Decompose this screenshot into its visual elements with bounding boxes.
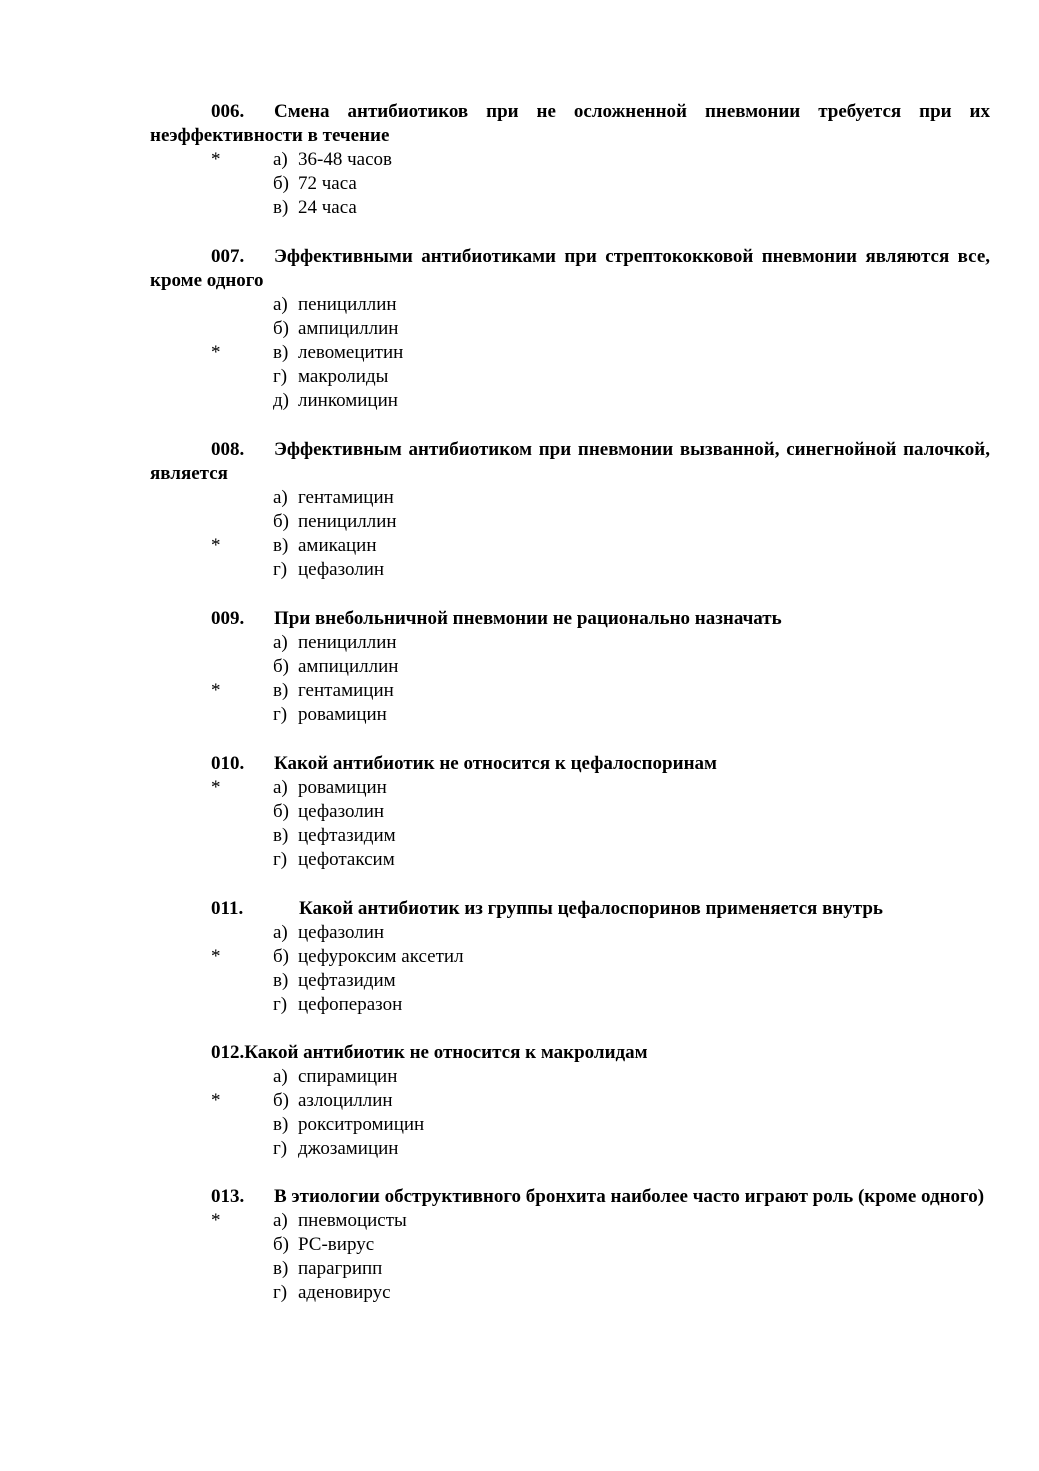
option-letter: г)	[273, 559, 288, 580]
answer-option	[150, 1137, 990, 1161]
question-006	[150, 100, 990, 220]
question-stem	[150, 100, 990, 148]
question-stem	[150, 897, 990, 921]
option-text: цефоперазон	[298, 994, 403, 1015]
correct-answer-mark: *	[211, 342, 221, 363]
question-009	[150, 607, 990, 727]
question-stem	[150, 438, 990, 486]
option-text: ровамицин	[298, 777, 387, 798]
answer-options	[150, 486, 990, 582]
question-text: Какой антибиотик не относится к макролидам	[244, 1042, 648, 1063]
option-text: линкомицин	[298, 390, 398, 411]
option-text: цефтазидим	[298, 970, 396, 991]
option-letter: г)	[273, 994, 288, 1015]
option-text: азлоциллин	[298, 1090, 393, 1111]
answer-option	[150, 389, 990, 413]
answer-option	[150, 945, 990, 969]
option-text: спирамицин	[298, 1066, 398, 1087]
answer-option	[150, 776, 990, 800]
answer-option	[150, 1233, 990, 1257]
answer-option	[150, 969, 990, 993]
answer-option	[150, 317, 990, 341]
answer-option	[150, 148, 990, 172]
question-stem	[150, 752, 990, 776]
answer-option	[150, 679, 990, 703]
answer-options	[150, 776, 990, 872]
option-letter: а)	[273, 487, 288, 508]
option-letter: г)	[273, 366, 288, 387]
option-text: парагрипп	[298, 1258, 383, 1279]
option-text: пневмоцисты	[298, 1210, 407, 1231]
answer-option	[150, 293, 990, 317]
question-number: 007.	[211, 246, 245, 267]
option-text: ампициллин	[298, 318, 399, 339]
question-008	[150, 438, 990, 582]
option-letter: в)	[273, 970, 289, 991]
option-text: 36-48 часов	[298, 149, 392, 170]
option-letter: д)	[273, 390, 289, 411]
correct-answer-mark: *	[211, 777, 221, 798]
option-letter: б)	[273, 656, 289, 677]
option-text: цефазолин	[298, 801, 385, 822]
option-letter: г)	[273, 704, 288, 725]
question-number: 008.	[211, 439, 245, 460]
answer-option	[150, 1281, 990, 1305]
option-letter: в)	[273, 1114, 289, 1135]
option-letter: г)	[273, 1282, 288, 1303]
option-text: цефуроксим аксетил	[298, 946, 464, 967]
option-letter: б)	[273, 173, 289, 194]
option-letter: б)	[273, 801, 289, 822]
option-letter: б)	[273, 946, 289, 967]
answer-option	[150, 1089, 990, 1113]
option-text: аденовирус	[298, 1282, 391, 1303]
answer-option	[150, 172, 990, 196]
option-text: джозамицин	[298, 1138, 399, 1159]
correct-answer-mark: *	[211, 149, 221, 170]
answer-option	[150, 848, 990, 872]
option-letter: а)	[273, 922, 288, 943]
correct-answer-mark: *	[211, 1210, 221, 1231]
option-letter: б)	[273, 511, 289, 532]
option-text: цефазолин	[298, 922, 385, 943]
answer-option	[150, 655, 990, 679]
question-012	[150, 1041, 990, 1161]
answer-option	[150, 196, 990, 220]
question-stem	[150, 1185, 990, 1209]
answer-option	[150, 510, 990, 534]
option-letter: б)	[273, 318, 289, 339]
answer-option	[150, 341, 990, 365]
answer-option	[150, 365, 990, 389]
correct-answer-mark: *	[211, 680, 221, 701]
answer-option	[150, 631, 990, 655]
answer-options	[150, 631, 990, 727]
question-number: 009.	[211, 608, 245, 629]
answer-option	[150, 486, 990, 510]
option-letter: а)	[273, 1066, 288, 1087]
option-text: левомецитин	[298, 342, 404, 363]
question-011	[150, 897, 990, 1017]
answer-option	[150, 993, 990, 1017]
question-stem	[150, 607, 990, 631]
option-text: цефотаксим	[298, 849, 395, 870]
question-text: Эффективными антибиотиками при стрептококковой пневмонии являются все, кроме одного	[150, 246, 990, 291]
option-letter: в)	[273, 1258, 289, 1279]
answer-options	[150, 1209, 990, 1305]
answer-options	[150, 1065, 990, 1161]
question-text: Какой антибиотик из группы цефалоспоринов применяется внутрь	[299, 898, 883, 919]
question-number: 012.	[211, 1042, 245, 1063]
question-text: Эффективным антибиотиком при пневмонии вызванной, синегнойной палочкой, является	[150, 439, 990, 484]
answer-option	[150, 1113, 990, 1137]
option-letter: в)	[273, 535, 289, 556]
answer-options	[150, 293, 990, 413]
answer-option	[150, 921, 990, 945]
answer-option	[150, 558, 990, 582]
question-text: Смена антибиотиков при не осложненной пневмонии требуется при их неэффективности в течение	[150, 101, 990, 146]
option-letter: а)	[273, 1210, 288, 1231]
option-text: цефтазидим	[298, 825, 396, 846]
answer-option	[150, 534, 990, 558]
answer-option	[150, 824, 990, 848]
option-letter: в)	[273, 197, 289, 218]
option-letter: в)	[273, 342, 289, 363]
correct-answer-mark: *	[211, 535, 221, 556]
answer-option	[150, 703, 990, 727]
option-text: пенициллин	[298, 294, 397, 315]
option-text: гентамицин	[298, 680, 394, 701]
question-number: 013.	[211, 1186, 245, 1207]
option-text: пенициллин	[298, 632, 397, 653]
question-stem	[150, 245, 990, 293]
correct-answer-mark: *	[211, 1090, 221, 1111]
answer-option	[150, 800, 990, 824]
question-007	[150, 245, 990, 413]
question-number: 006.	[211, 101, 245, 122]
option-letter: в)	[273, 680, 289, 701]
question-text: При внебольничной пневмонии не рационально назначать	[274, 608, 782, 629]
option-text: рокситромицин	[298, 1114, 425, 1135]
option-text: ампициллин	[298, 656, 399, 677]
option-letter: б)	[273, 1234, 289, 1255]
option-text: 72 часа	[298, 173, 357, 194]
option-letter: г)	[273, 849, 288, 870]
answer-option	[150, 1065, 990, 1089]
question-010	[150, 752, 990, 872]
answer-options	[150, 921, 990, 1017]
correct-answer-mark: *	[211, 946, 221, 967]
option-text: гентамицин	[298, 487, 394, 508]
option-letter: б)	[273, 1090, 289, 1111]
option-letter: а)	[273, 294, 288, 315]
question-number: 010.	[211, 753, 245, 774]
question-text: Какой антибиотик не относится к цефалоспоринам	[274, 753, 717, 774]
question-number: 011.	[211, 898, 244, 919]
option-letter: г)	[273, 1138, 288, 1159]
option-letter: а)	[273, 777, 288, 798]
option-letter: в)	[273, 825, 289, 846]
option-letter: а)	[273, 632, 288, 653]
option-text: РС-вирус	[298, 1234, 375, 1255]
question-text: В этиологии обструктивного бронхита наиболее часто играют роль (кроме одного)	[274, 1186, 985, 1207]
option-text: цефазолин	[298, 559, 385, 580]
option-text: амикацин	[298, 535, 377, 556]
answer-options	[150, 148, 990, 220]
answer-option	[150, 1209, 990, 1233]
option-text: ровамицин	[298, 704, 387, 725]
question-013	[150, 1185, 990, 1305]
option-text: 24 часа	[298, 197, 357, 218]
answer-option	[150, 1257, 990, 1281]
option-text: макролиды	[298, 366, 389, 387]
option-text: пенициллин	[298, 511, 397, 532]
option-letter: а)	[273, 149, 288, 170]
question-stem	[150, 1041, 990, 1065]
